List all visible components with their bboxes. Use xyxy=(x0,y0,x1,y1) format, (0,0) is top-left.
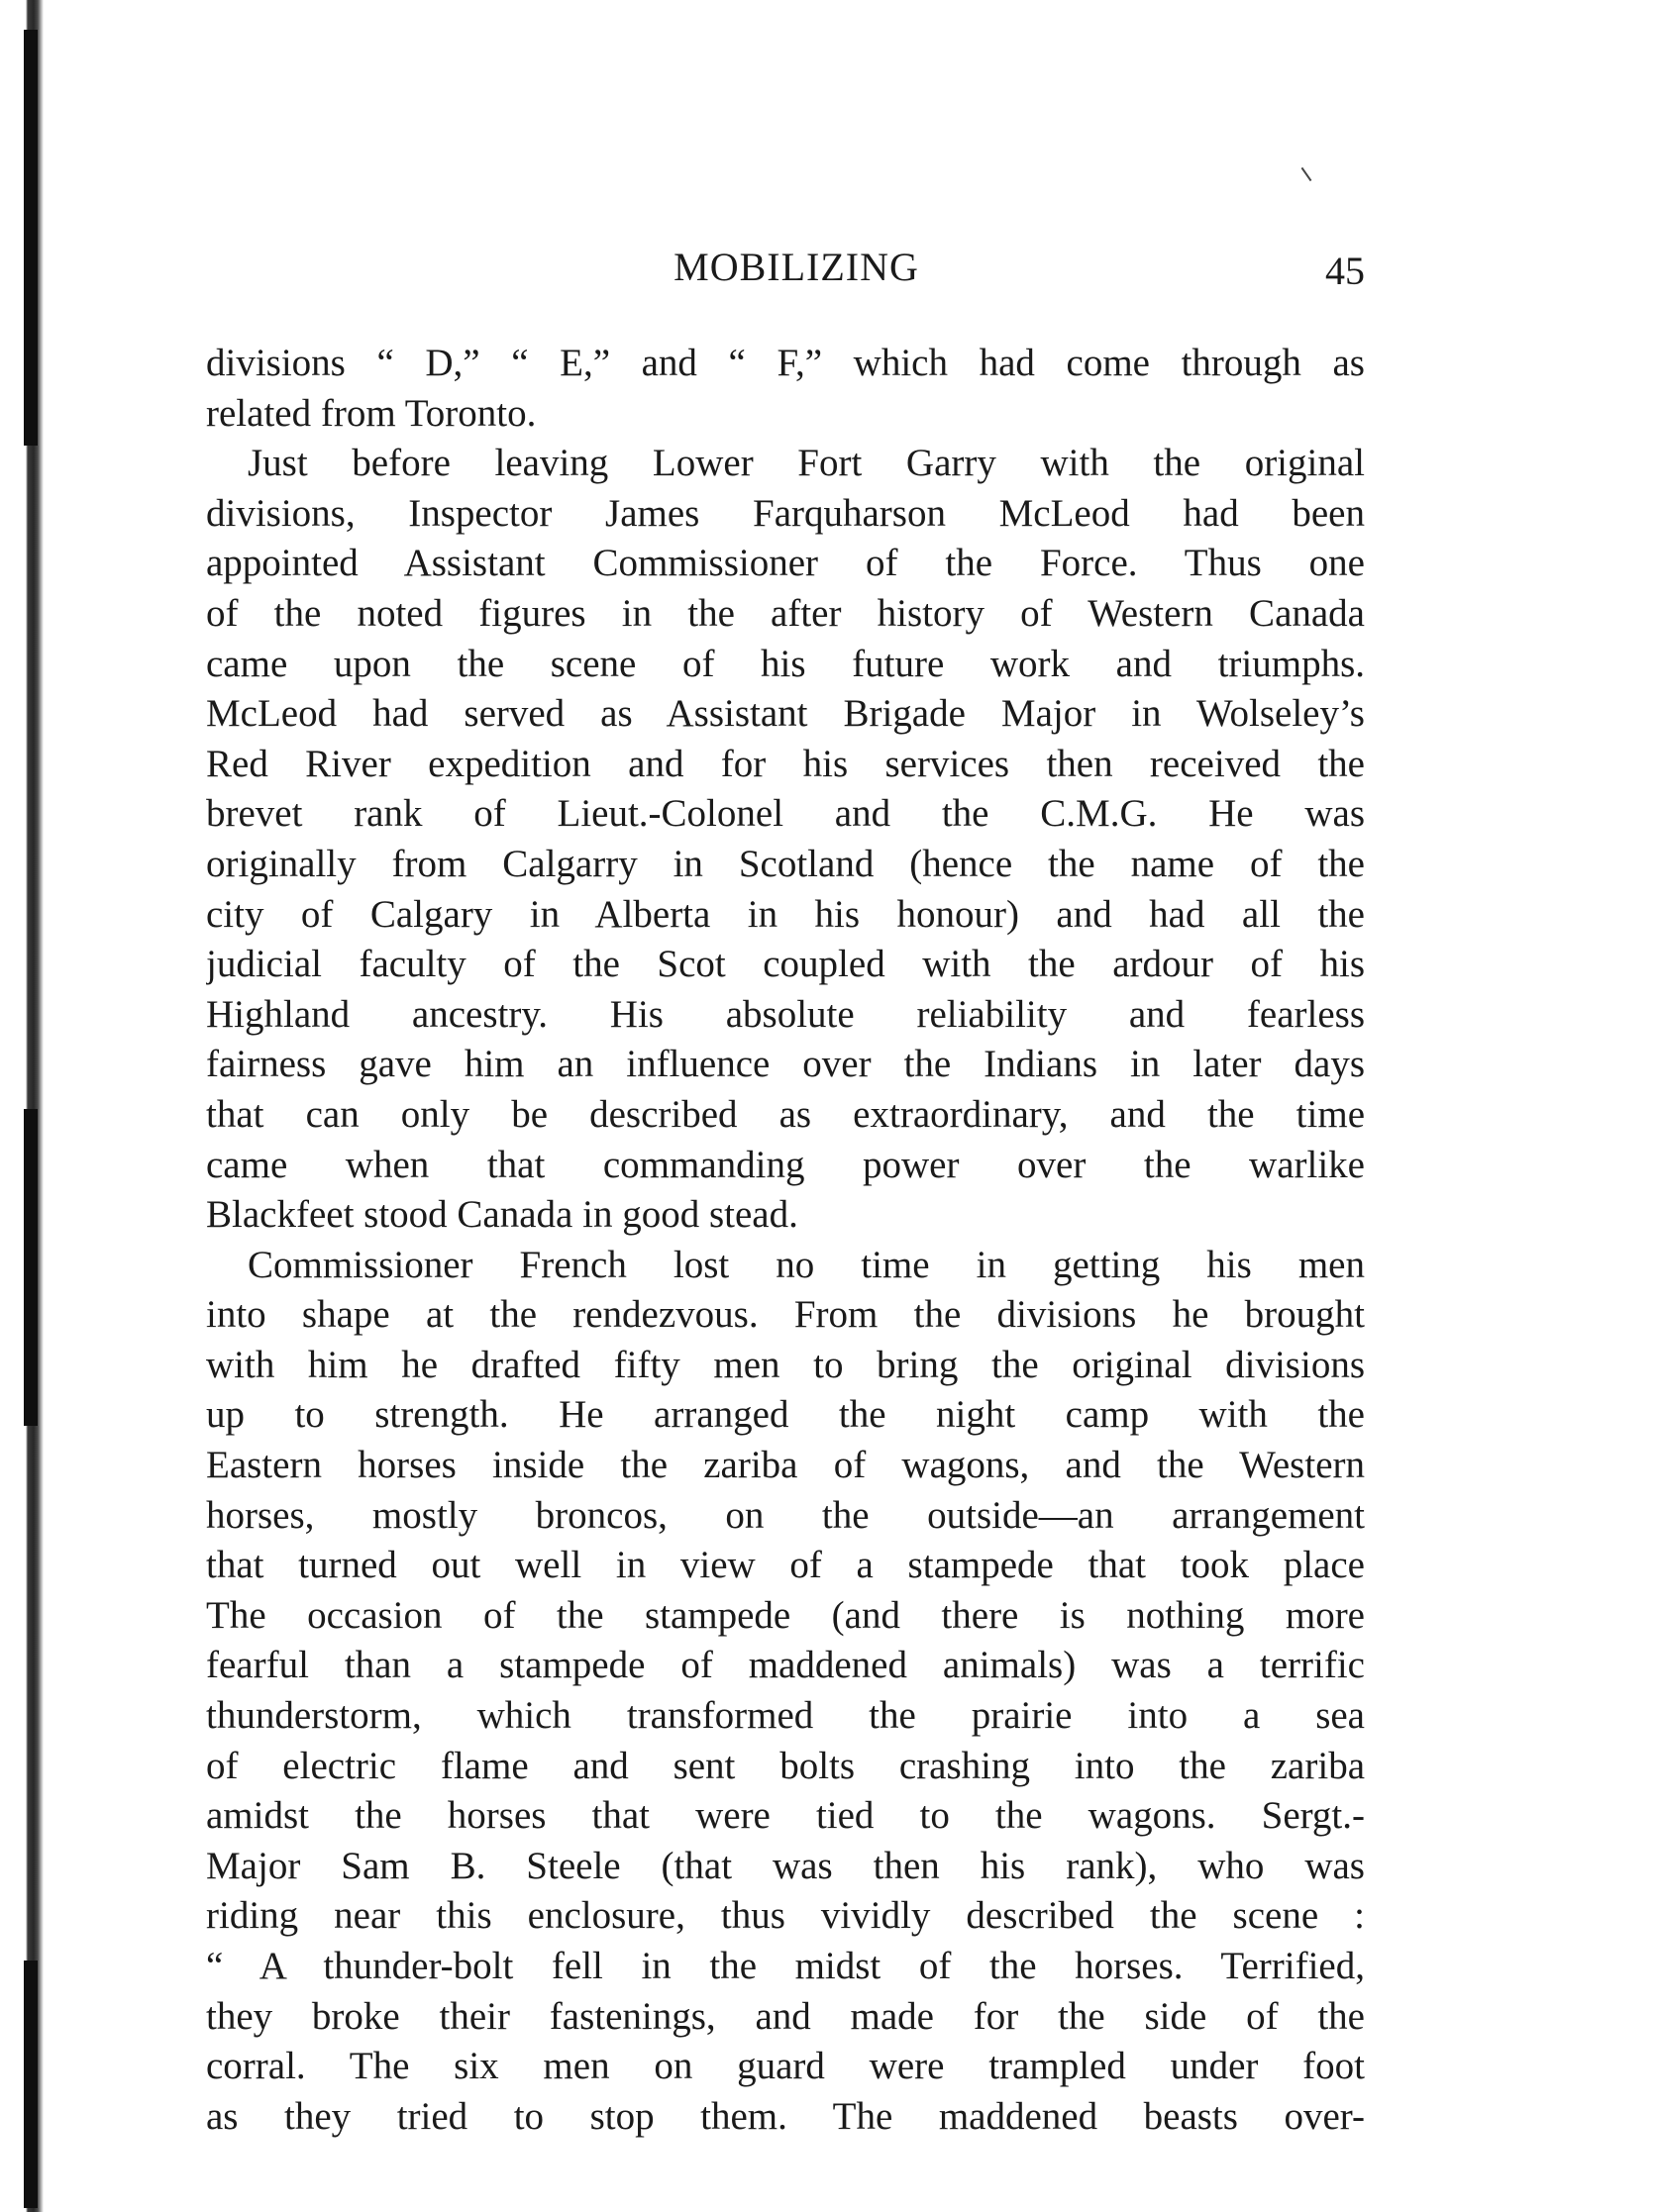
text-line: “ A thunder-bolt fell in the midst of the horses. Terrified, xyxy=(206,1945,1365,1987)
text-line: Just before leaving Lower Fort Garry with the original xyxy=(248,442,1365,485)
text-line: McLeod had served as Assistant Brigade Major in Wolseley’s xyxy=(206,692,1365,736)
text-line: judicial faculty of the Scot coupled with the ardour of his xyxy=(206,943,1365,986)
text-line: of the noted figures in the after history of Western Canada xyxy=(206,591,1365,635)
text-line: fairness gave him an influence over the Indians in later days xyxy=(206,1043,1365,1086)
text-line: with him he drafted fifty men to bring the original divisions xyxy=(206,1343,1365,1386)
text-line: brevet rank of Lieut.-Colonel and the C.M.G. He was xyxy=(206,792,1365,836)
text-line: Major Sam B. Steele (that was then his rank), who was xyxy=(206,1844,1365,1887)
text-line: of electric flame and sent bolts crashing into the zariba xyxy=(206,1744,1365,1787)
text-line: originally from Calgarry in Scotland (hence the name of the xyxy=(206,842,1365,885)
page-number: 45 xyxy=(1325,249,1365,293)
text-line: Blackfeet stood Canada in good stead. xyxy=(206,1193,798,1237)
binding-shadow-upper xyxy=(24,30,38,446)
text-line: they broke their fastenings, and made for the side of the xyxy=(206,1994,1365,2038)
stray-mark xyxy=(1301,167,1312,181)
text-line: riding near this enclosure, thus vividly described the scene : xyxy=(206,1894,1365,1938)
text-line: fearful than a stampede of maddened animals) was a terrific xyxy=(206,1644,1365,1687)
binding-shadow-middle xyxy=(24,1109,38,1426)
text-line: Commissioner French lost no time in getting his men xyxy=(248,1243,1365,1286)
body-text xyxy=(206,339,1365,2142)
text-line: divisions, Inspector James Farquharson McLeod had been xyxy=(206,491,1365,535)
text-line: thunderstorm, which transformed the prairie into a sea xyxy=(206,1694,1365,1738)
text-line: came upon the scene of his future work and triumphs. xyxy=(206,642,1365,685)
text-line: into shape at the rendezvous. From the divisions he brought xyxy=(206,1293,1365,1337)
text-line: as they tried to stop them. The maddened beasts over- xyxy=(206,2094,1365,2138)
binding-edge xyxy=(0,0,46,2212)
text-line: The occasion of the stampede (and there is nothing more xyxy=(206,1593,1365,1637)
text-line: that can only be described as extraordinary, and the time xyxy=(206,1092,1365,1136)
text-line: appointed Assistant Commissioner of the Force. Thus one xyxy=(206,542,1365,585)
text-line: Red River expedition and for his services then received the xyxy=(206,742,1365,785)
page-header xyxy=(206,238,1365,307)
text-line: Eastern horses inside the zariba of wagons, and the Western xyxy=(206,1444,1365,1487)
running-head: MOBILIZING xyxy=(674,245,919,289)
text-line: city of Calgary in Alberta in his honour) and had all the xyxy=(206,892,1365,936)
binding-shadow-lower xyxy=(24,1961,38,2208)
text-line: up to strength. He arranged the night camp with the xyxy=(206,1393,1365,1437)
text-line: came when that commanding power over the warlike xyxy=(206,1143,1365,1186)
text-line: horses, mostly broncos, on the outside—an arrangement xyxy=(206,1493,1365,1537)
text-line: divisions “ D,” “ E,” and “ F,” which had come through as xyxy=(206,342,1365,384)
text-line: corral. The six men on guard were trampled under foot xyxy=(206,2045,1365,2088)
text-line: Highland ancestry. His absolute reliability and fearless xyxy=(206,992,1365,1036)
text-line: related from Toronto. xyxy=(206,391,537,435)
text-line: amidst the horses that were tied to the wagons. Sergt.- xyxy=(206,1794,1365,1838)
text-line: that turned out well in view of a stampede that took place xyxy=(206,1544,1365,1587)
